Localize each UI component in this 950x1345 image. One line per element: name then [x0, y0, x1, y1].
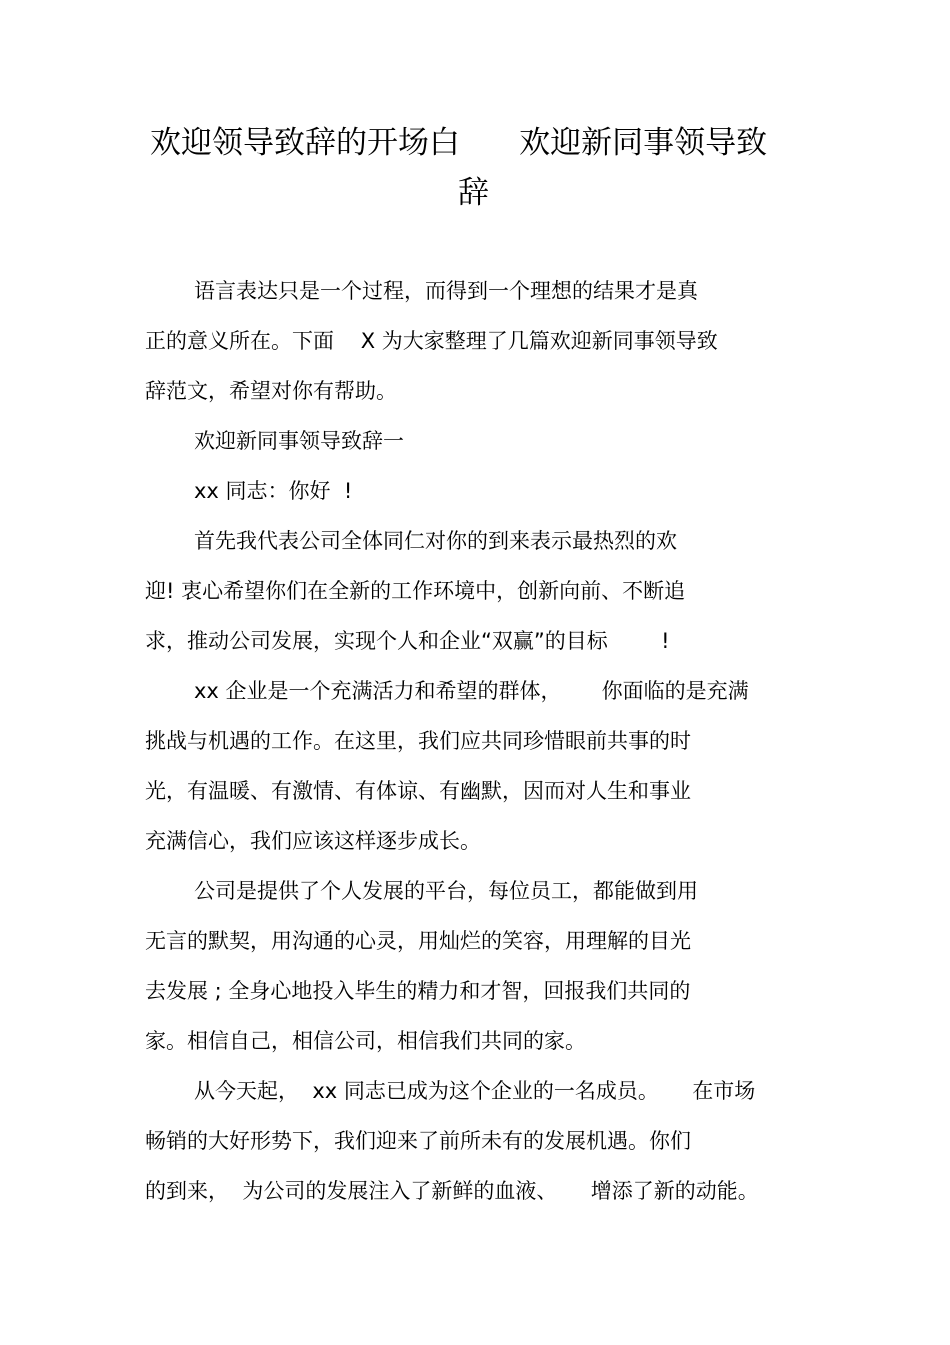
paragraph-line: xx 企业是一个充满活力和希望的群体， 你面临的是充满	[194, 679, 749, 703]
salutation-line: xx 同志：你好 !	[194, 479, 353, 503]
paragraph-line: 语言表达只是一个过程，而得到一个理想的结果才是真	[194, 279, 698, 303]
paragraph-line: 家。相信自己，相信公司，相信我们共同的家。	[145, 1029, 586, 1053]
section-heading: 欢迎新同事领导致辞一	[194, 429, 404, 453]
paragraph-line: 正的意义所在。下面 X 为大家整理了几篇欢迎新同事领导致	[145, 329, 718, 353]
paragraph-line: 首先我代表公司全体同仁对你的到来表示最热烈的欢	[194, 529, 677, 553]
paragraph-line: 的到来， 为公司的发展注入了新鲜的血液、 增添了新的动能。	[145, 1179, 759, 1203]
paragraph-line: 辞范文，希望对你有帮助。	[145, 379, 397, 403]
document-title-line-1: 欢迎领导致辞的开场白 欢迎新同事领导致	[150, 125, 768, 161]
paragraph-line: 从今天起， xx 同志已成为这个企业的一名成员。 在市场	[194, 1079, 756, 1103]
paragraph-line: 光，有温暖、有激情、有体谅、有幽默，因而对人生和事业	[145, 779, 691, 803]
paragraph-line: 求，推动公司发展，实现个人和企业“双赢”的目标 !	[145, 629, 670, 653]
paragraph-line: 无言的默契，用沟通的心灵，用灿烂的笑容，用理解的目光	[145, 929, 691, 953]
document-title-line-2: 辞	[458, 175, 489, 211]
paragraph-line: 畅销的大好形势下，我们迎来了前所未有的发展机遇。你们	[145, 1129, 691, 1153]
paragraph-line: 公司是提供了个人发展的平台，每位员工，都能做到用	[194, 879, 698, 903]
paragraph-line: 迎! 衷心希望你们在全新的工作环境中，创新向前、不断追	[145, 579, 686, 603]
paragraph-line: 去发展 ; 全身心地投入毕生的精力和才智，回报我们共同的	[145, 979, 691, 1003]
paragraph-line: 挑战与机遇的工作。在这里，我们应共同珍惜眼前共事的时	[145, 729, 691, 753]
paragraph-line: 充满信心，我们应该这样逐步成长。	[145, 829, 481, 853]
